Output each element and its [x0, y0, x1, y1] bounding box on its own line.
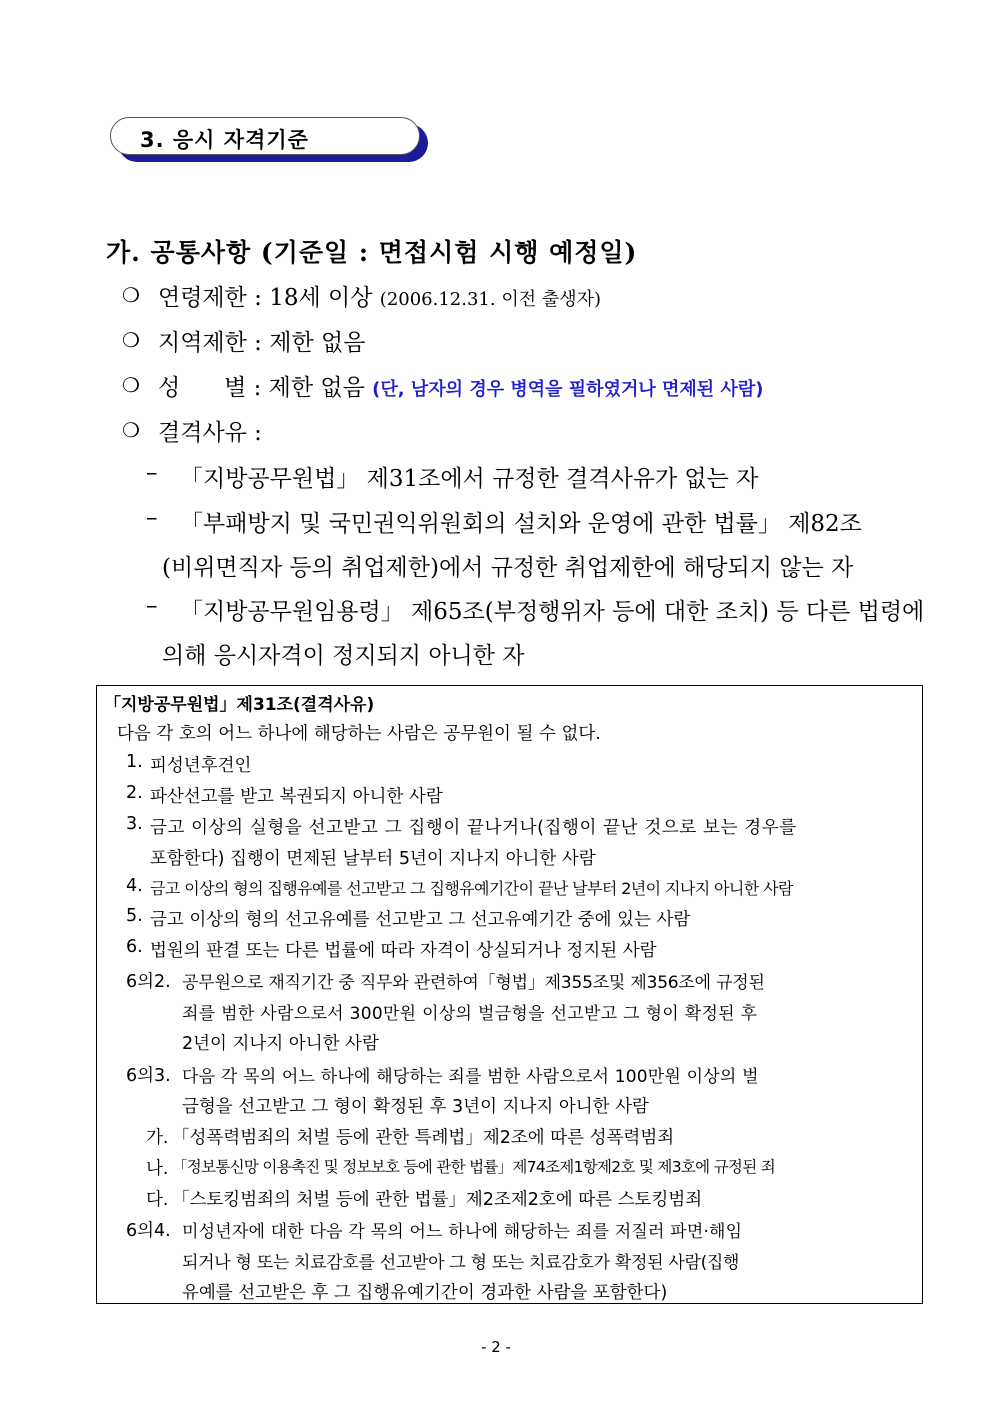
dash-icon: –	[146, 505, 158, 531]
statute-line: 금고 이상의 형의 선고유예를 선고받고 그 선고유예기간 중에 있는 사람	[150, 910, 691, 930]
statute-num: 2.	[126, 783, 143, 803]
statute-line: 다음 각 목의 어느 하나에 해당하는 죄를 범한 사람으로서 100만원 이상의 벌	[182, 1067, 759, 1087]
statute-subnum: 나.	[146, 1159, 169, 1179]
statute-line: 금고 이상의 형의 집행유예를 선고받고 그 집행유예기간이 끝난 날부터 2년이 지나지 아니한 사람	[150, 879, 793, 898]
statute-line: 「성폭력범죄의 처벌 등에 관한 특례법」제2조에 따른 성폭력범죄	[172, 1128, 675, 1148]
item-region: 지역제한 : 제한 없음	[158, 330, 366, 356]
page-number: - 2 -	[481, 1338, 511, 1356]
statute-subnum: 가.	[146, 1128, 169, 1148]
item-disqualification: 결격사유 :	[158, 420, 262, 446]
statute-num: 6의4.	[126, 1221, 171, 1241]
statute-line: 공무원으로 재직기간 중 직무와 관련하여「형법」제355조및 제356조에 규정된	[182, 973, 765, 993]
item-gender-highlight: (단, 남자의 경우 병역을 필하였거나 면제된 사람)	[372, 379, 764, 400]
item-age-note: (2006.12.31. 이전 출생자)	[379, 289, 602, 310]
statute-line: 2년이 지나지 아니한 사람	[182, 1034, 379, 1054]
bullet-icon: ❍	[122, 418, 140, 442]
item-age	[158, 279, 601, 312]
section-header: 3. 응시 자격기준	[140, 128, 309, 152]
bullet-icon: ❍	[122, 328, 140, 352]
statute-line: 파산선고를 받고 복권되지 아니한 사람	[150, 787, 443, 807]
statute-line: 피성년후견인	[150, 756, 252, 776]
statute-line: 포함한다) 집행이 면제된 날부터 5년이 지나지 아니한 사람	[150, 849, 596, 869]
bullet-icon: ❍	[122, 373, 140, 397]
statute-num: 6의3.	[126, 1066, 171, 1086]
statute-line: 죄를 범한 사람으로서 300만원 이상의 벌금형을 선고받고 그 형이 확정된 후	[182, 1004, 758, 1024]
statute-title: 「지방공무원법」제31조(결격사유)	[104, 695, 375, 715]
dash-icon: –	[146, 460, 158, 486]
statute-num: 5.	[126, 906, 143, 926]
item-gender-label: 성 별 : 제한 없음	[158, 375, 365, 401]
statute-line: 「스토킹범죄의 처벌 등에 관한 법률」제2조제2호에 따른 스토킹범죄	[172, 1190, 703, 1210]
bullet-icon: ❍	[122, 283, 140, 307]
statute-line: 유예를 선고받은 후 그 집행유예기간이 경과한 사람을 포함한다)	[182, 1283, 668, 1303]
statute-line: 되거나 형 또는 치료감호를 선고받아 그 형 또는 치료감호가 확정된 사람(집행	[182, 1253, 740, 1273]
statute-num: 3.	[126, 814, 143, 834]
item-age-label: 연령제한 : 18세 이상	[158, 285, 373, 311]
statute-line: 금고 이상의 실형을 선고받고 그 집행이 끝나거나(집행이 끝난 것으로 보는 경우를	[150, 818, 797, 838]
statute-box	[96, 685, 923, 1304]
item-gender	[158, 369, 763, 402]
statute-line: 미성년자에 대한 다음 각 목의 어느 하나에 해당하는 죄를 저질러 파면·해임	[182, 1222, 743, 1242]
statute-line: 법원의 판결 또는 다른 법률에 따라 자격이 상실되거나 정지된 사람	[150, 941, 657, 961]
disq-line: 의해 응시자격이 정지되지 아니한 자	[162, 643, 525, 669]
disq-line: 「지방공무원법」 제31조에서 규정한 결격사유가 없는 자	[180, 466, 759, 492]
statute-num: 4.	[126, 876, 143, 896]
disq-line: 「지방공무원임용령」 제65조(부정행위자 등에 대한 조치) 등 다른 법령에	[180, 599, 925, 625]
disq-line: (비위면직자 등의 취업제한)에서 규정한 취업제한에 해당되지 않는 자	[162, 555, 854, 581]
statute-num: 1.	[126, 752, 143, 772]
statute-intro: 다음 각 호의 어느 하나에 해당하는 사람은 공무원이 될 수 없다.	[117, 724, 601, 744]
dash-icon: –	[146, 593, 158, 619]
statute-line: 금형을 선고받고 그 형이 확정된 후 3년이 지나지 아니한 사람	[182, 1097, 649, 1117]
statute-num: 6.	[126, 937, 143, 957]
section-heading: 가. 공통사항 (기준일 : 면접시험 시행 예정일)	[106, 238, 638, 267]
statute-subnum: 다.	[146, 1190, 169, 1210]
statute-line: 「정보통신망 이용촉진 및 정보보호 등에 관한 법률」제74조제1항제2호 및 제3호에 규정된 죄	[172, 1158, 775, 1176]
statute-num: 6의2.	[126, 972, 171, 992]
disq-line: 「부패방지 및 국민권익위원회의 설치와 운영에 관한 법률」 제82조	[180, 511, 862, 537]
